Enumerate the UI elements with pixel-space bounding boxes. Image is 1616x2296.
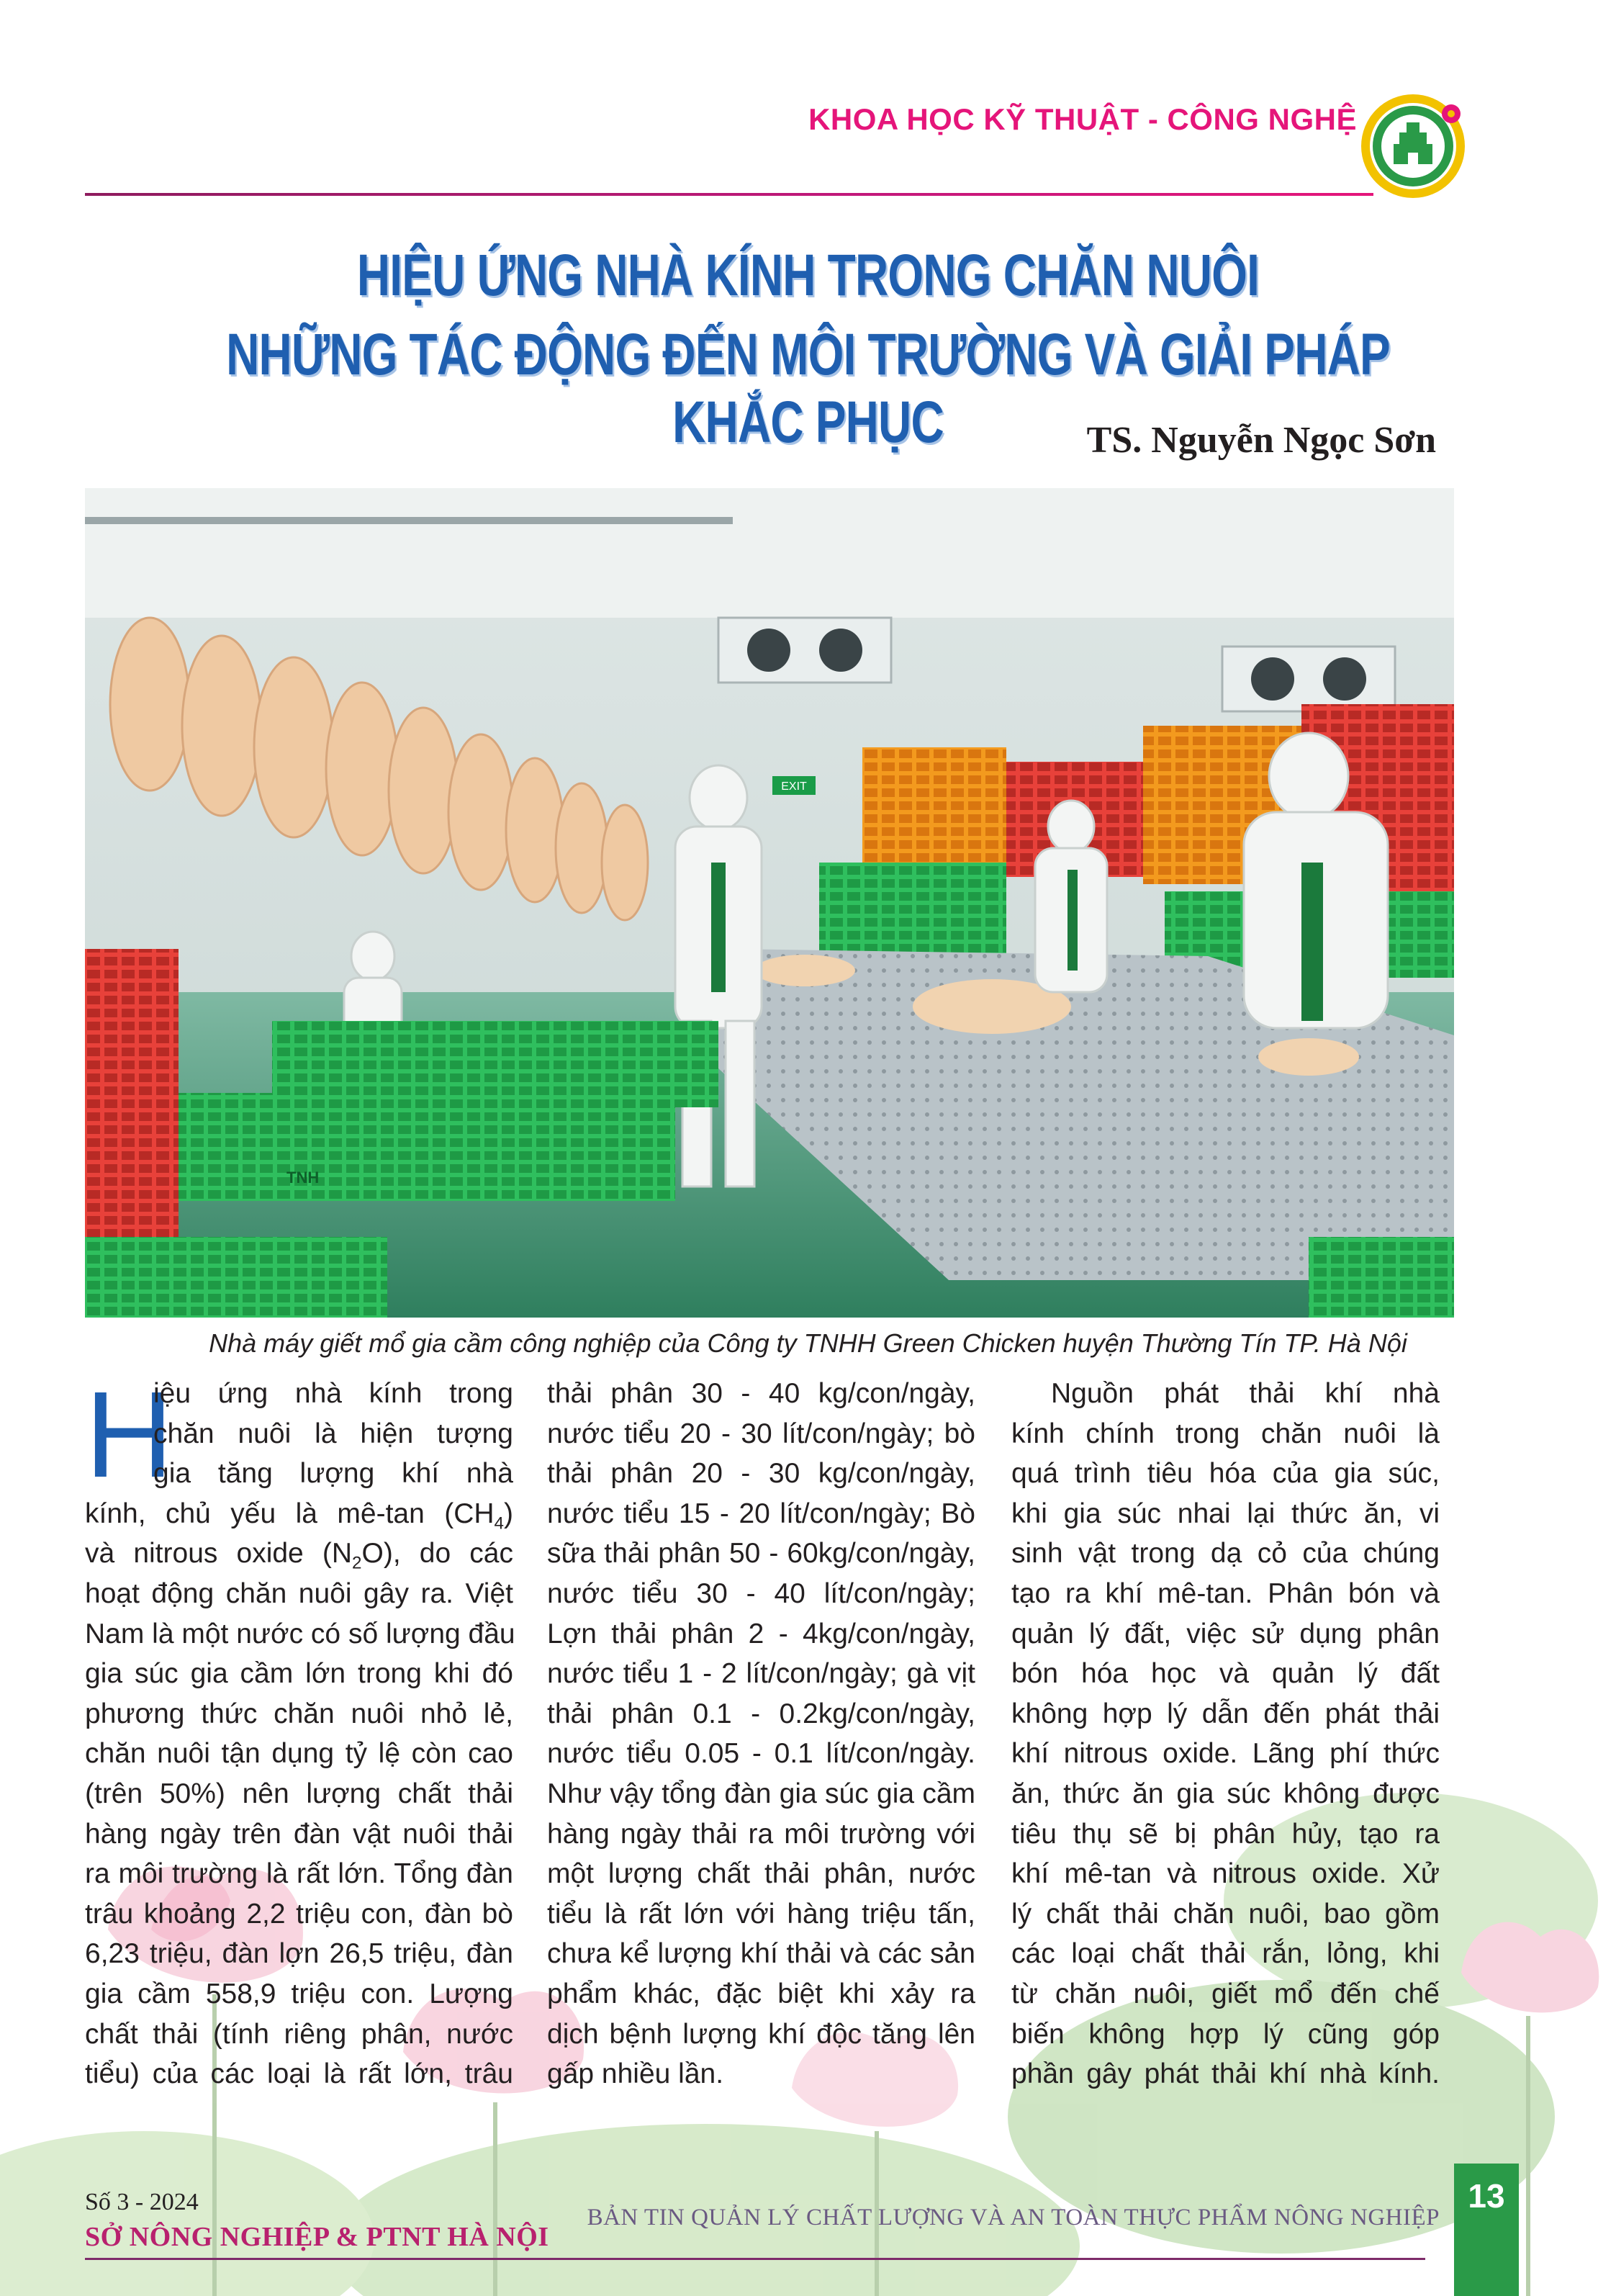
article-column-2	[547, 1374, 975, 2094]
text-line: sinh vật trong dạ cỏ của chúng	[1011, 1538, 1440, 1570]
text-line: gấp nhiều lần.	[547, 2058, 724, 2090]
text-line: ra môi trường là rất lớn. Tổng đàn	[85, 1858, 513, 1890]
exit-sign-text: EXIT	[781, 780, 807, 793]
text-line: các loại chất thải rắn, lỏng, khi	[1011, 1938, 1440, 1970]
text-line: gia cầm 558,9 triệu con. Lượng	[85, 1978, 513, 2009]
text-line: một lượng chất thải phân, nước	[547, 1858, 975, 1890]
text-line: từ chăn nuôi, giết mổ đến chế	[1011, 1978, 1440, 2009]
text-line: tiểu) của các loại là rất lớn, trâu	[85, 2058, 513, 2090]
text-line: phương thức chăn nuôi nhỏ lẻ,	[85, 1698, 513, 1729]
text-line: nước tiểu 30 - 40 lít/con/ngày;	[547, 1577, 975, 1609]
text-line: dịch bệnh lượng khí độc tăng lên	[547, 2018, 975, 2050]
text-line: khí mê-tan và nitrous oxide. Xử	[1011, 1858, 1440, 1890]
author-byline: TS. Nguyễn Ngọc Sơn	[1086, 420, 1436, 461]
text-line: chưa kể lượng khí thải và các sản	[547, 1938, 975, 1970]
text-line: Nam là một nước có số lượng đầu	[85, 1618, 515, 1649]
text-line: nước tiểu 0.05 - 0.1 lít/con/ngày.	[547, 1738, 975, 1770]
text-line: tiểu là rất lớn với hàng triệu tấn,	[547, 1898, 975, 1930]
text-line-n2o: và nitrous oxide $(N_2O)$, do các	[85, 1538, 513, 1573]
text-line: hàng ngày thải ra môi trường với	[547, 1818, 975, 1850]
text-line: không hợp lý dẫn đến phát thải	[1011, 1698, 1440, 1729]
hanoi-emblem-logo	[1359, 92, 1467, 200]
bulletin-title: BẢN TIN QUẢN LÝ CHẤT LƯỢNG VÀ AN TOÀN THỰC PHẨM NÔNG NGHIỆP	[587, 2205, 1440, 2230]
text-line: tiêu thụ sẽ bị phân hủy, tạo ra	[1011, 1818, 1440, 1850]
text-line: nước tiểu 1 - 2 lít/con/ngày; gà vịt	[547, 1658, 975, 1690]
text-line-ch4: kính, chủ yếu là mê-tan $(CH_4)$	[85, 1498, 513, 1534]
text-line: kính chính trong chăn nuôi là	[1011, 1418, 1440, 1449]
text-line: Lợn thải phân 2 - 4kg/con/ngày,	[547, 1618, 975, 1649]
article-title-line-2: NHỮNG TÁC ĐỘNG ĐẾN MÔI TRƯỜNG VÀ GIẢI PHÁP KHẮC PHỤC	[226, 322, 1390, 455]
footer-divider	[85, 2258, 1425, 2260]
text-line: bón hóa học và quản lý đất	[1011, 1658, 1440, 1690]
text-line: nước tiểu 20 - 30 lít/con/ngày; bò	[547, 1418, 975, 1449]
page-number: 13	[1454, 2164, 1519, 2296]
text-line: khi gia súc nhai lại thức ăn, vi	[1011, 1498, 1440, 1529]
text-line: tạo ra khí mê-tan. Phân bón và	[1011, 1577, 1440, 1609]
text-line: quá trình tiêu hóa của gia súc,	[1011, 1458, 1440, 1490]
text-line: ăn, thức ăn gia súc không được	[1011, 1778, 1440, 1809]
text-line: lý chất thải chăn nuôi, bao gồm	[1011, 1898, 1440, 1930]
text-line: chăn nuôi là hiện tượng	[153, 1418, 513, 1449]
text-line: sữa thải phân 50 - 60kg/con/ngày,	[547, 1538, 975, 1570]
text-line: biến không hợp lý cũng góp	[1011, 2018, 1440, 2050]
text-line: phẩm khác, đặc biệt khi xảy ra	[547, 1978, 975, 2009]
text-line: nước tiểu 15 - 20 lít/con/ngày; Bò	[547, 1498, 975, 1529]
text-line: gia súc gia cầm lớn trong khi đó	[85, 1658, 513, 1690]
header-divider	[85, 193, 1373, 196]
section-label: KHOA HỌC KỸ THUẬT - CÔNG NGHỆ	[808, 102, 1357, 136]
publisher-department: SỞ NÔNG NGHIỆP & PTNT HÀ NỘI	[85, 2222, 549, 2252]
text-line: phần gây phát thải khí nhà kính.	[1011, 2058, 1440, 2090]
text-line: thải phân 0.1 - 0.2kg/con/ngày,	[547, 1698, 975, 1729]
text-line: (trên 50%) nên lượng chất thải	[85, 1778, 513, 1809]
text-line: trâu khoảng 2,2 triệu con, đàn bò	[85, 1898, 513, 1930]
text-line: Nguồn phát thải khí nhà	[1051, 1378, 1440, 1409]
text-line: khí nitrous oxide. Lãng phí thức	[1011, 1738, 1440, 1770]
text-line: iệu ứng nhà kính trong	[153, 1378, 513, 1409]
text-line: chăn nuôi tận dụng tỷ lệ còn cao	[85, 1738, 513, 1770]
text-line: 6,23 triệu, đàn lợn 26,5 triệu, đàn	[85, 1938, 513, 1970]
poultry-processing-photo	[85, 488, 1454, 1318]
issue-number: Số 3 - 2024	[85, 2189, 199, 2215]
article-column-1	[85, 1367, 515, 2094]
crate-mark: TNH	[286, 1169, 320, 1187]
text-line: Như vậy tổng đàn gia súc gia cầm	[547, 1778, 975, 1809]
text-line: quản lý đất, việc sử dụng phân	[1011, 1618, 1440, 1649]
article-title-line-1: HIỆU ỨNG NHÀ KÍNH TRONG CHĂN NUÔI	[356, 243, 1260, 308]
photo-caption: Nhà máy giết mổ gia cầm công nghiệp của Công ty TNHH Green Chicken huyện Thường Tín TP. Hà Nội	[209, 1328, 1407, 1358]
text-line: gia tăng lượng khí nhà	[153, 1458, 513, 1490]
text-line: hàng ngày trên đàn vật nuôi thải	[85, 1818, 513, 1850]
text-line: thải phân 30 - 40 kg/con/ngày,	[547, 1378, 975, 1409]
text-line: thải phân 20 - 30 kg/con/ngày,	[547, 1458, 975, 1490]
article-column-3	[1011, 1374, 1440, 2094]
text-line: hoạt động chăn nuôi gây ra. Việt	[85, 1577, 513, 1609]
drop-cap: H	[85, 1367, 173, 1503]
text-line: chất thải (tính riêng phân, nước	[85, 2018, 513, 2050]
